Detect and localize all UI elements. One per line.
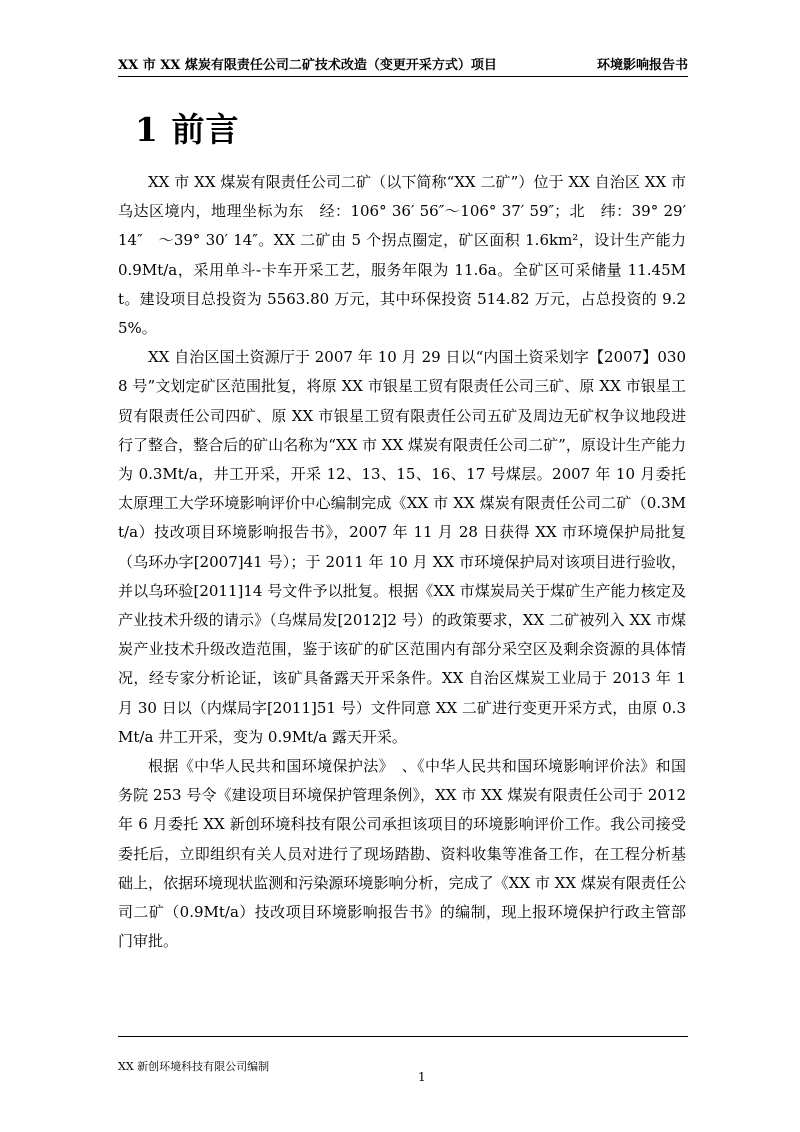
page-number: 1 <box>418 1070 426 1084</box>
body-text <box>118 168 686 956</box>
header-project-title: XX 市 XX 煤炭有限责任公司二矿技术改造（变更开采方式）项目 <box>118 58 497 73</box>
paragraph-3: 根据《中华人民共和国环境保护法》 、《中华人民共和国环境影响评价法》和国务院 253 号令《建设项目环境保护管理条例》，XX 市 XX 煤炭有限责任公司于 2012 年 6 月委托 XX 新创环境科技有限公司承担该项目的环境影响评价工作。我公司接受委托后，立即组织有关人员对进行了现场踏勘、资料收集等准备工作，在工程分析基础上，依据环境现状监测和污染源环境影响分析，完成了《XX 市 XX 煤炭有限责任公司二矿（0.9Mt/a）技改项目环境影响报告书》的编制，现上报环境保护行政主管部门审批。 <box>118 757 686 951</box>
paragraph-1: XX 市 XX 煤炭有限责任公司二矿（以下简称“XX 二矿”）位于 XX 自治区 XX 市乌达区境内，地理坐标为东 经：106° 36′ 56″～106° 37′ 59″；北 纬：39° 29′ 14″ ～39° 30′ 14″。XX 二矿由 5 个拐点圈定，矿区面积 1.6km²，设计生产能力 0.9Mt/a，采用单斗-卡车开采工艺，服务年限为 11.6a。全矿区可采储量 11.45Mt。建设项目总投资为 5563.80 万元，其中环保投资 514.82 万元，占总投资的 9.25%。 <box>118 173 686 338</box>
running-header <box>118 52 688 74</box>
header-rule <box>118 76 688 77</box>
footer-company: XX 新创环境科技有限公司编制 <box>118 1060 270 1073</box>
section-title: 1 前言 <box>135 110 240 149</box>
header-document-type: 环境影响报告书 <box>596 58 688 73</box>
footer-rule <box>118 1036 688 1037</box>
paragraph-2: XX 自治区国土资源厅于 2007 年 10 月 29 日以“内国土资采划字【2007】0308 号”文划定矿区范围批复，将原 XX 市银星工贸有限责任公司三矿、原 XX 市银星工贸有限责任公司四矿、原 XX 市银星工贸有限责任公司五矿及周边无矿权争议地段进行了整合，整合后的矿山名称为“XX 市 XX 煤炭有限责任公司二矿”，原设计生产能力为 0.3Mt/a，井工开采，开采 12、13、15、16、17 号煤层。2007 年 10 月委托太原理工大学环境影响评价中心编制完成《XX 市 XX 煤炭有限责任公司二矿（0.3Mt/a）技改项目环境影响报告书》，2007 年 11 月 28 日获得 XX 市环境保护局批复（乌环办字[2007]41 号）；于 2011 年 10 月 XX 市环境保护局对该项目进行验收，并以乌环验[2011]14 号文件予以批复。根据《XX 市煤炭局关于煤矿生产能力核定及产业技术升级的请示》（乌煤局发[2012]2 号）的政策要求，XX 二矿被列入 XX 市煤炭产业技术升级改造范围，鉴于该矿的矿区范围内有部分采空区及剩余资源的具体情况，经专家分析论证，该矿具备露天开采条件。XX 自治区煤炭工业局于 2013 年 1 月 30 日以（内煤局字[2011]51 号）文件同意 XX 二矿进行变更开采方式，由原 0.3Mt/a 井工开采，变为 0.9Mt/a 露天开采。 <box>118 348 686 746</box>
